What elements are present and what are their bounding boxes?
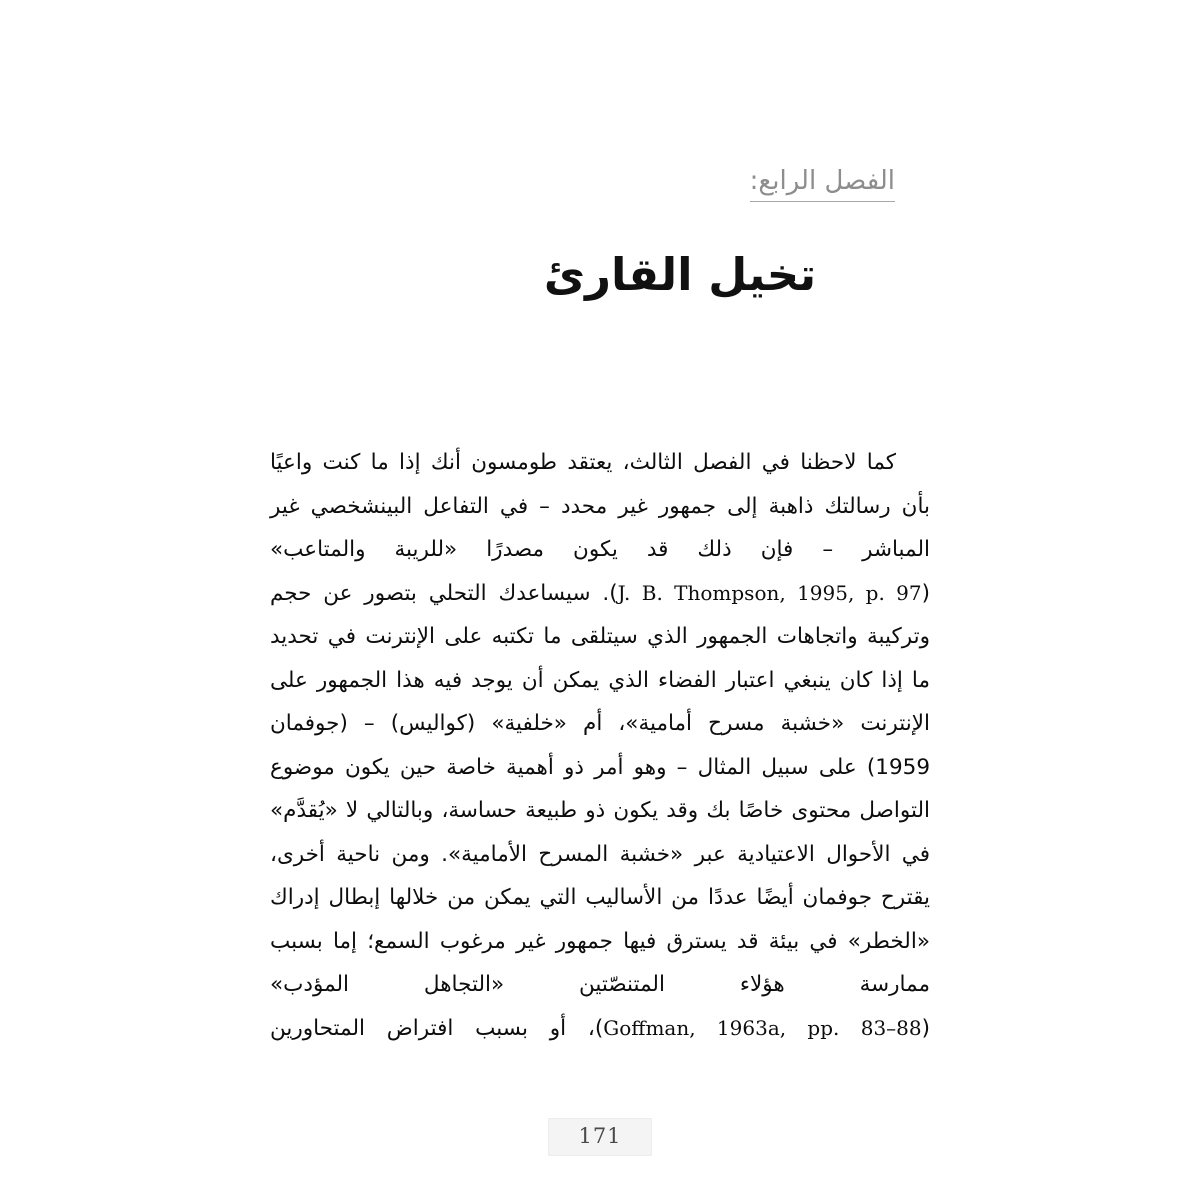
body-paragraph xyxy=(270,441,930,1050)
citation-thompson: J. B. Thompson, 1995, p. 97 xyxy=(617,580,922,605)
page-title: تخيل القارئ xyxy=(543,248,817,302)
folio-container xyxy=(0,1118,1200,1156)
chapter-title-container xyxy=(465,216,895,335)
chapter-label: الفصل الرابع: xyxy=(750,165,895,202)
body-text-block xyxy=(270,441,930,1050)
paragraph-segment-1: كما لاحظنا في الفصل الثالث، يعتقد طومسون أنك إذا ما كنت واعيًا بأن رسالتك ذاهبة إلى جمهور غير محدد – في التفاعل البينشخصي غير المباشر – فإن ذلك قد يكون مصدرًا «للريبة والمتاعب» ( xyxy=(270,450,930,606)
citation-goffman: Goffman, 1963a, pp. 83–88 xyxy=(603,1015,922,1040)
paragraph-segment-2: ). سيساعدك التحلي بتصور عن حجم وتركيبة واتجاهات الجمهور الذي سيتلقى ما تكتبه على الإنترنت في تحديد ما إذا كان ينبغي اعتبار الفضاء الذي يمكن أن يوجد فيه هذا الجمهور على الإنترنت «خشبة مسرح أمامية»، أم «خلفية» (كواليس) – (جوفمان 1959) على سبيل المثال – وهو أمر ذو أهمية خاصة حين يكون موضوع التواصل محتوى خاصًا بك وقد يكون ذو طبيعة حساسة، وبالتالي لا «يُقدَّم» في الأحوال الاعتيادية عبر «خشبة المسرح الأمامية». ومن ناحية أخرى، يقترح جوفمان أيضًا عددًا من الأساليب التي يمكن من خلالها إبطال إدراك «الخطر» في بيئة قد يسترق فيها جمهور غير مرغوب السمع؛ إما بسبب ممارسة هؤلاء المتنصّتين «التجاهل المؤدب» ( xyxy=(270,580,931,1041)
page-number: 171 xyxy=(578,1124,622,1148)
chapter-label-container xyxy=(750,165,895,202)
paragraph-segment-3: )، أو بسبب افتراض المتحاورين xyxy=(270,1015,604,1041)
folio-box xyxy=(548,1118,652,1156)
